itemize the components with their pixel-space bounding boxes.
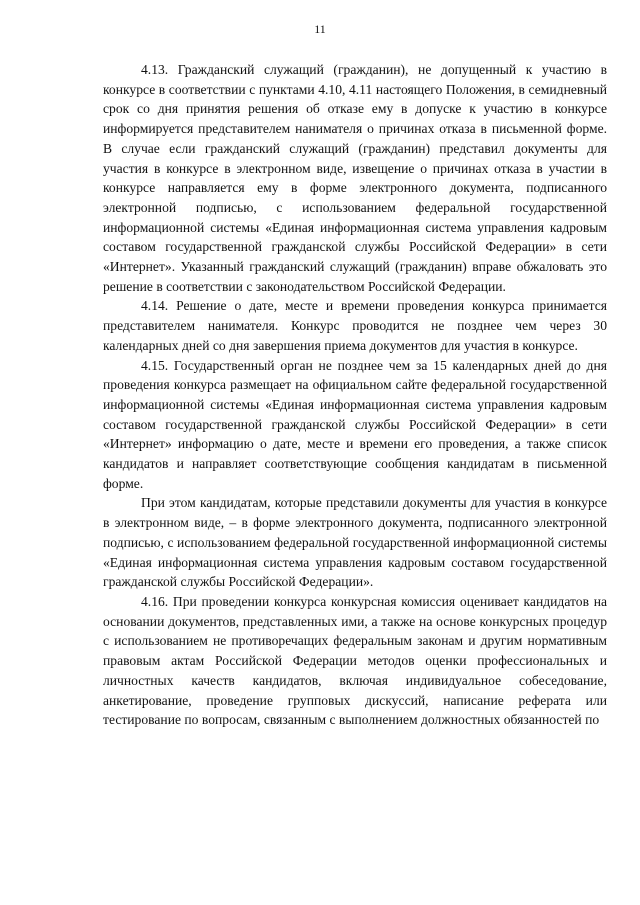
paragraph-4-13: 4.13. Гражданский служащий (гражданин), не допущенный к участию в конкурсе в соответствии с пунктами 4.10, 4.11 настоящего Положения, в семидневный срок со дня принятия решения об отказе ему в допуске к участию в конкурсе информируется представителем нанимателя о причинах отказа в письменной форме. В случае если гражданский служащий (гражданин) представил документы для участия в конкурсе в электронном виде, извещение о причинах отказа в участии в конкурсе направляется ему в форме электронного документа, подписанного электронной подписью, с использованием федеральной государственной информационной системы «Единая информационная система управления кадровым составом государственной гражданской службы Российской Федерации» в сети «Интернет». Указанный гражданский служащий (гражданин) вправе обжаловать это решение в соответствии с законодательством Российской Федерации.	[103, 62, 607, 294]
document-body	[103, 60, 607, 730]
paragraph-4-15-continued: При этом кандидатам, которые представили документы для участия в конкурсе в электронном виде, – в форме электронного документа, подписанного электронной подписью, с использованием федеральной государственной информационной системы «Единая информационная система управления кадровым составом государственной гражданской службы Российской Федерации».	[103, 495, 607, 590]
paragraph-4-14: 4.14. Решение о дате, месте и времени проведения конкурса принимается представителем нанимателя. Конкурс проводится не позднее чем через 30 календарных дней со дня завершения приема документов для участия в конкурсе.	[103, 298, 607, 353]
page-number: 11	[314, 22, 326, 36]
paragraph-4-15: 4.15. Государственный орган не позднее чем за 15 календарных дней до дня проведения конкурса размещает на официальном сайте федеральной государственной информационной системы «Единая информационная система управления кадровым составом государственной гражданской службы Российской Федерации» в сети «Интернет» информацию о дате, месте и времени его проведения, а также список кандидатов и направляет соответствующие сообщения кандидатам в письменной форме.	[103, 357, 607, 491]
paragraph-4-16: 4.16. При проведении конкурса конкурсная комиссия оценивает кандидатов на основании документов, представленных ими, а также на основе конкурсных процедур с использованием не противоречащих федеральным законам и другим нормативным правовым актам Российской Федерации методов оценки профессиональных и личностных качеств кандидатов, включая индивидуальное собеседование, анкетирование, проведение групповых дискуссий, написание реферата или тестирование по вопросам, связанным с выполнением должностных обязанностей по	[103, 593, 607, 728]
